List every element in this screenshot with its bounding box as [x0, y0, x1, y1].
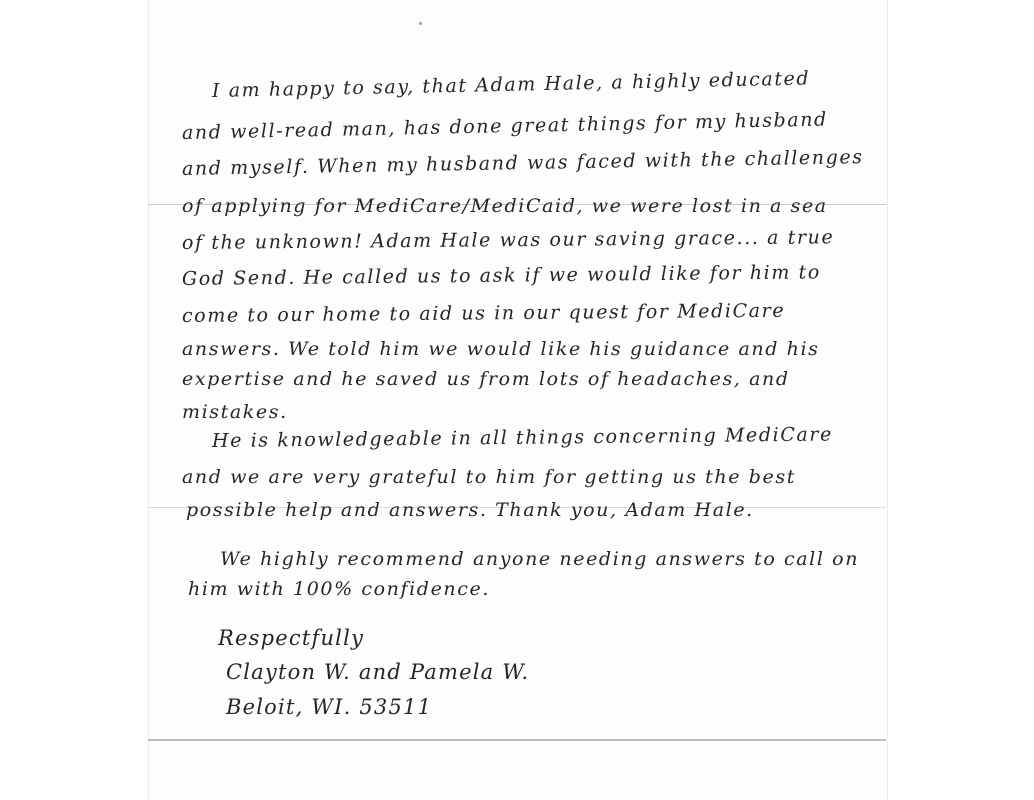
letter-line: and well-read man, has done great things for my husband: [181, 108, 829, 144]
letter-line: of applying for MediCare/MediCaid, we were lost in a sea: [182, 195, 828, 217]
letter-line: answers. We told him we would like his guidance and his: [182, 338, 820, 360]
letter-line: and myself. When my husband was faced with the challenges: [181, 146, 864, 180]
letter-line: We highly recommend anyone needing answers to call on: [220, 548, 860, 570]
letter-line: I am happy to say, that Adam Hale, a highly educated: [211, 67, 811, 102]
paper-edge: [148, 739, 886, 741]
letter-line: of the unknown! Adam Hale was our saving grace... a true: [181, 226, 835, 254]
letter-line: come to our home to aid us in our quest for MediCare: [181, 299, 786, 327]
paper-speck: [419, 22, 422, 25]
letter-line: possible help and answers. Thank you, Adam Hale.: [186, 499, 754, 521]
letter-line: expertise and he saved us from lots of headaches, and: [182, 368, 790, 390]
signer-names: Clayton W. and Pamela W.: [226, 660, 530, 684]
letter-line: him with 100% confidence.: [188, 578, 490, 600]
letter-line: mistakes.: [182, 401, 288, 423]
letter-line: God Send. He called us to ask if we would like for him to: [181, 261, 821, 290]
letter-line: He is knowledgeable in all things concerning MediCare: [211, 423, 833, 452]
signer-location: Beloit, WI. 53511: [226, 695, 433, 719]
letter-line: and we are very grateful to him for getting us the best: [182, 466, 796, 488]
closing: Respectfully: [218, 626, 365, 650]
